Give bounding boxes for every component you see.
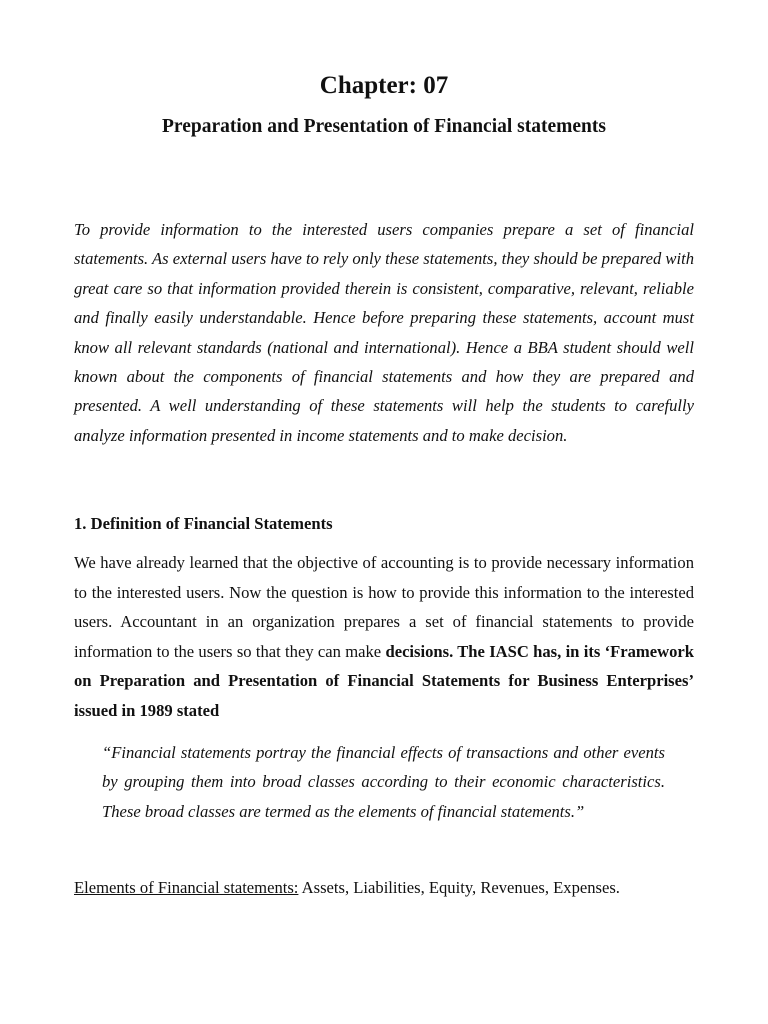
chapter-subtitle: Preparation and Presentation of Financial statements bbox=[162, 116, 606, 137]
iasc-quote: “Financial statements portray the financial effects of transactions and other events by grouping them into broad classes according to their economic characteristics. These broad classes are termed as the elements of financial statements.” bbox=[102, 743, 665, 821]
intro-paragraph: To provide information to the interested users companies prepare a set of financial statements. As external users have to rely only these statements, they should be prepared with great care so that information provided therein is consistent, comparative, relevant, reliable and finally easily understandable. Hence before preparing these statements, account must know all relevant standards (national and international). Hence a BBA student should well known about the components of financial statements and how they are prepared and presented. A well understanding of these statements will help the students to carefully analyze information presented in income statements and to make decision. bbox=[74, 220, 694, 445]
section-heading-definition: 1. Definition of Financial Statements bbox=[74, 514, 333, 533]
chapter-title: Chapter: 07 bbox=[319, 72, 449, 99]
definition-paragraph-text: We have already learned that the objective of accounting is to provide necessary information to the interested users. Now the question is how to provide this information to the interested users. Accountant in an organization prepares a set of financial statements to provide information to the users so that they can make bbox=[74, 553, 694, 661]
elements-line bbox=[74, 876, 620, 900]
definition-paragraph-bold-text: decisions. The IASC has, in its ‘Framework on Preparation and Presentation of Financial Statements for Business Enterprises’ issued in 1989 stated bbox=[74, 641, 694, 720]
elements-list: Assets, Liabilities, Equity, Revenues, Expenses. bbox=[298, 878, 620, 897]
elements-label: Elements of Financial statements: bbox=[74, 878, 299, 897]
definition-paragraph bbox=[74, 548, 694, 726]
